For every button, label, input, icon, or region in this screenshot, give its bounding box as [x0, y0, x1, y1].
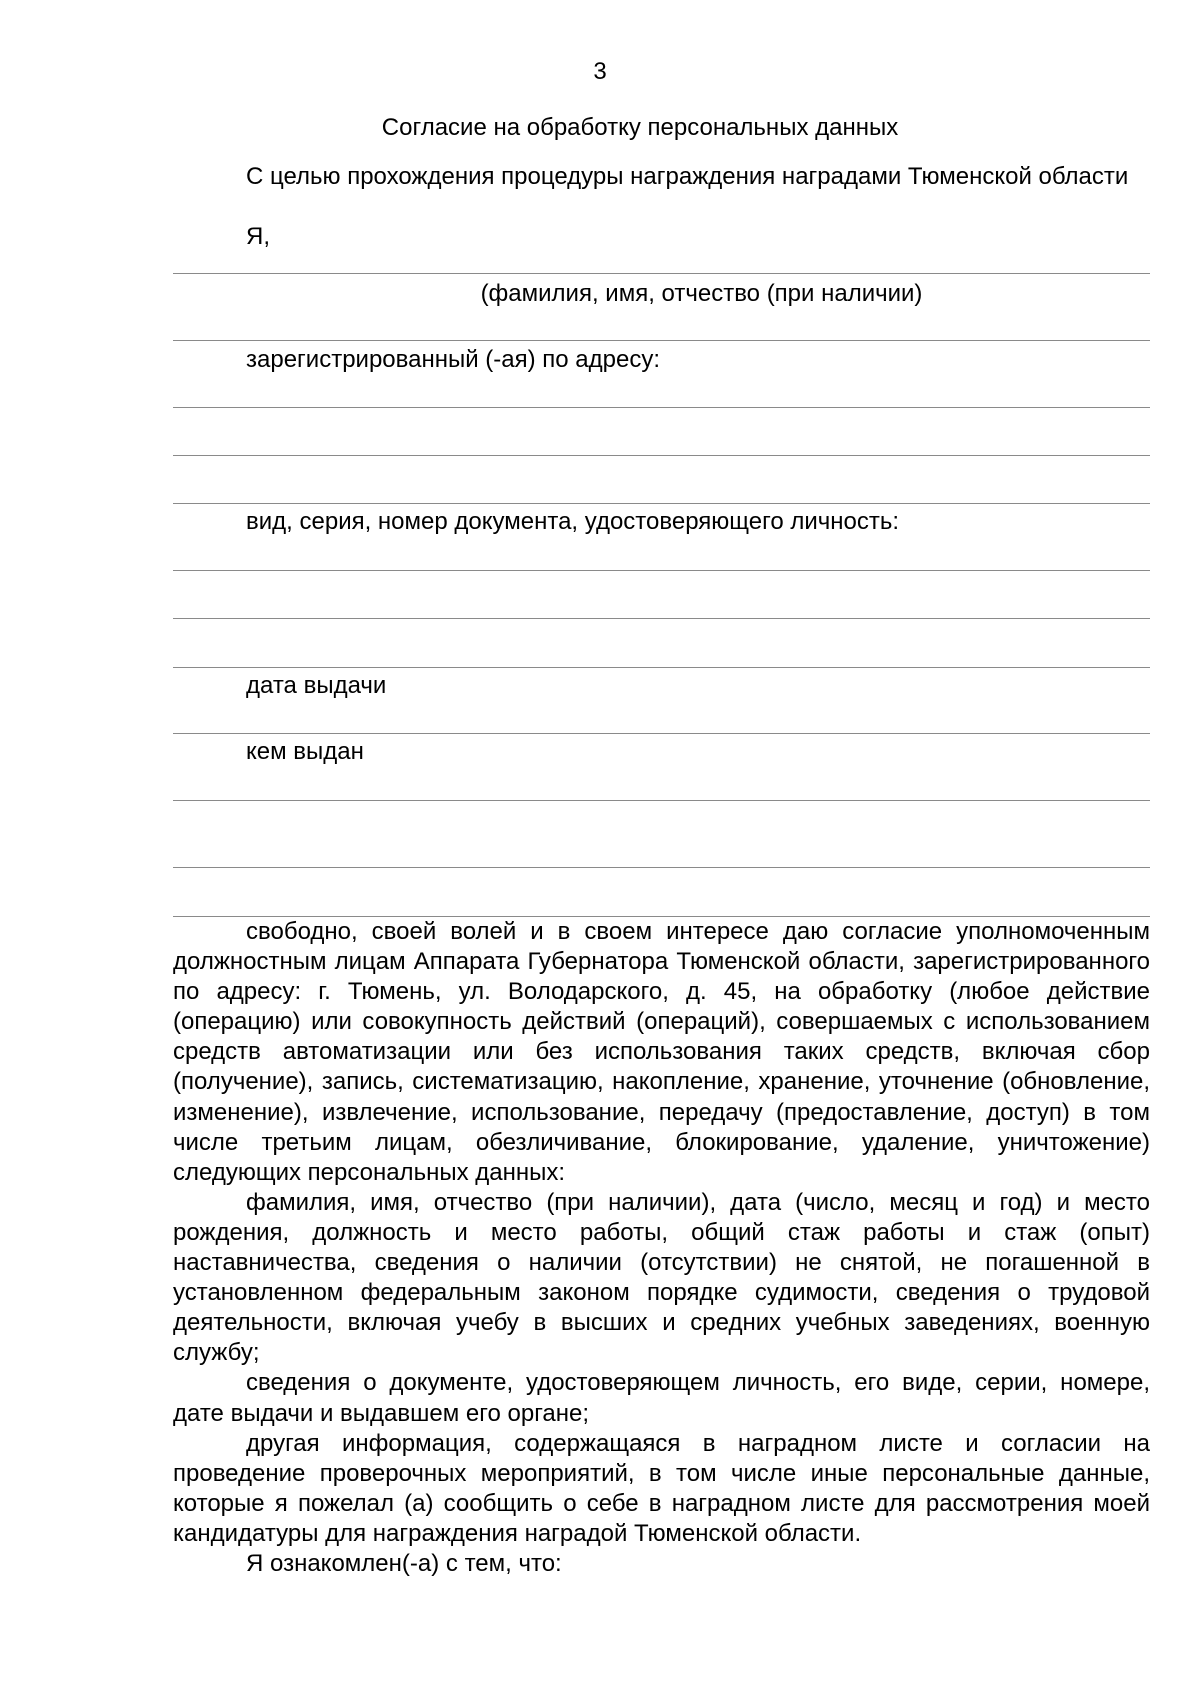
fio-line-2[interactable] [173, 340, 1150, 341]
address-line-3[interactable] [173, 503, 1150, 504]
document-line-1[interactable] [173, 570, 1150, 571]
document-label: вид, серия, номер документа, удостоверяющего личность: [246, 508, 900, 535]
document-line-3[interactable] [173, 667, 1150, 668]
issue-date-label: дата выдачи [246, 672, 387, 699]
consent-paragraph: свободно, своей волей и в своем интересе даю согласие уполномоченным должностным лицам Аппарата Губернатора Тюменской области, зарегистрированного по адресу: г. Тюмень, ул. Володарского, д. 45, на обработку (любое действие (операцию) или совокупность действий (операций), совершаемых с использованием средств автоматизации или без использования таких средств, включая сбор (получение), запись, систематизацию, накопление, хранение, уточнение (обновление, изменение), извлечение, использование, передачу (предоставление, доступ) в том числе третьим лицам, обезличивание, блокирование, удаление, уничтожение) следующих персональных данных: [173, 918, 1150, 1186]
page-number: 3 [593, 58, 607, 85]
document-info-paragraph: сведения о документе, удостоверяющем личность, его виде, серии, номере, дате выдачи и выдавшем его органе; [173, 1369, 1150, 1427]
issued-by-line-2[interactable] [173, 867, 1150, 868]
issued-by-label: кем выдан [246, 738, 364, 765]
address-line-1[interactable] [173, 407, 1150, 408]
issue-date-line[interactable] [173, 733, 1150, 734]
address-label: зарегистрированный (-ая) по адресу: [246, 346, 661, 373]
intro-paragraph [173, 162, 1150, 192]
ya-label: Я, [246, 223, 270, 250]
consent-body [173, 917, 1150, 1579]
acknowledgement-paragraph: Я ознакомлен(-а) с тем, что: [246, 1549, 562, 1577]
other-info-paragraph: другая информация, содержащаяся в наградном листе и согласии на проведение проверочных мероприятий, в том числе иные персональные данные, которые я пожелал (а) сообщить о себе в наградном листе для рассмотрения моей кандидатуры для награждения наградой Тюменской области. [173, 1429, 1150, 1547]
fio-line[interactable] [173, 273, 1150, 274]
document-title: Согласие на обработку персональных данных [381, 114, 899, 141]
document-line-2[interactable] [173, 618, 1150, 619]
personal-data-paragraph: фамилия, имя, отчество (при наличии), дата (число, месяц и год) и место рождения, должность и место работы, общий стаж работы и стаж (опыт) наставничества, сведения о наличии (отсутствии) не снятой, не погашенной в установленном федеральным законом порядке судимости, сведения о трудовой деятельности, включая учебу в высших и средних учебных заведениях, военную службу; [173, 1188, 1150, 1367]
issued-by-line-1[interactable] [173, 800, 1150, 801]
fio-caption: (фамилия, имя, отчество (при наличии) [480, 280, 923, 307]
address-line-2[interactable] [173, 455, 1150, 456]
intro-text: С целью прохождения процедуры награждения наградами Тюменской области [246, 163, 1129, 190]
